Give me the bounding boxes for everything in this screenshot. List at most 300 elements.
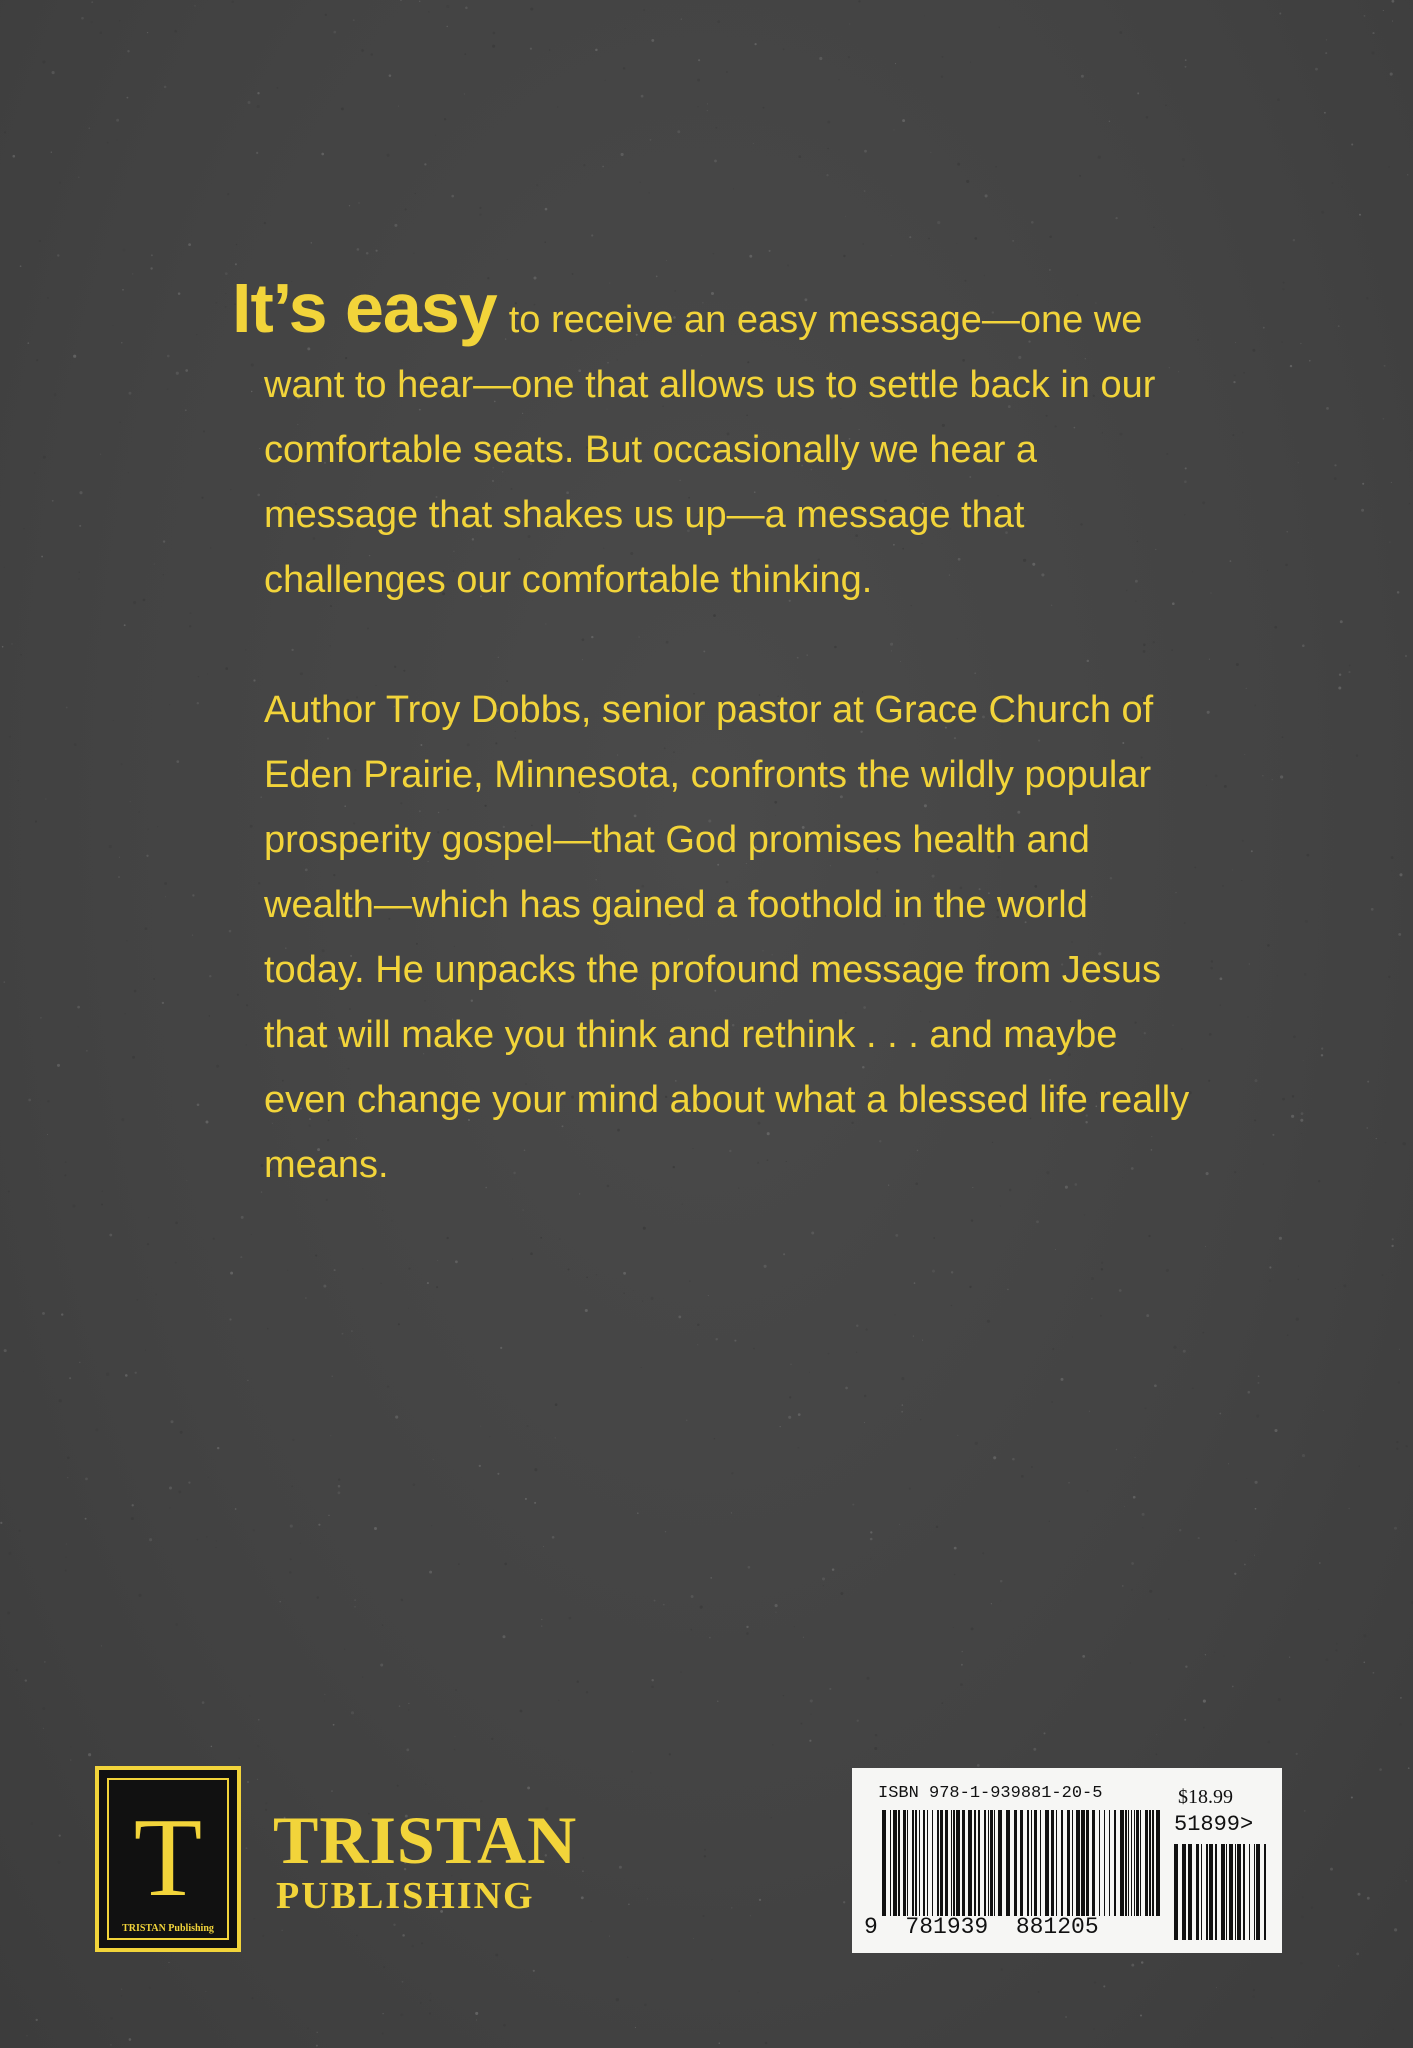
speckle-dot [715, 127, 717, 129]
speckle-dot [52, 500, 54, 502]
speckle-dot [3, 981, 5, 983]
barcode-bar [988, 1810, 989, 1916]
speckle-dot [169, 704, 170, 705]
speckle-dot [1394, 1928, 1397, 1931]
speckle-dot [1351, 143, 1353, 145]
speckle-dot [726, 71, 728, 73]
speckle-dot [25, 1679, 27, 1681]
speckle-dot [569, 1617, 572, 1620]
speckle-dot [530, 8, 533, 11]
speckle-dot [1309, 360, 1311, 362]
speckle-dot [383, 1966, 385, 1968]
speckle-dot [16, 1669, 18, 1671]
speckle-dot [733, 188, 734, 189]
speckle-dot [1049, 235, 1052, 238]
speckle-dot [1277, 975, 1278, 976]
speckle-dot [555, 1403, 558, 1406]
speckle-dot [823, 1585, 824, 1586]
speckle-dot [953, 1627, 954, 1628]
speckle-dot [909, 236, 911, 238]
speckle-dot [651, 1297, 654, 1300]
speckle-dot [35, 821, 37, 823]
speckle-dot [1279, 13, 1281, 15]
speckle-dot [951, 1305, 952, 1306]
speckle-dot [247, 1781, 249, 1783]
speckle-dot [1249, 963, 1250, 964]
speckle-dot [772, 1744, 773, 1745]
speckle-dot [783, 49, 785, 51]
logo-letter: T [133, 1796, 203, 1920]
barcode-bar [1206, 1844, 1208, 1940]
speckle-dot [149, 1538, 152, 1541]
speckle-dot [798, 1447, 800, 1449]
speckle-dot [86, 1050, 88, 1052]
speckle-dot [1203, 1332, 1205, 1334]
speckle-dot [246, 1847, 248, 1849]
speckle-dot [43, 1728, 44, 1729]
speckle-dot [122, 289, 124, 291]
speckle-dot [810, 1699, 813, 1702]
speckle-dot [1131, 1562, 1134, 1565]
speckle-dot [932, 1270, 935, 1273]
speckle-dot [351, 1711, 354, 1714]
barcode-bar [1031, 1810, 1032, 1916]
speckle-dot [1338, 1965, 1339, 1966]
speckle-dot [1228, 1463, 1229, 1464]
speckle-dot [697, 1344, 698, 1345]
speckle-dot [982, 1552, 984, 1554]
speckle-dot [39, 240, 41, 242]
blurb-paragraph-2: Author Troy Dobbs, senior pastor at Grace Church of Eden Prairie, Minnesota, confronts the wildly popular prosperity gospel—that God promises health and wealth—which has gained a foothold in the world today. He unpacks the profound message from Jesus that will make you think and rethink . . . and maybe even change your mind about what a blessed life really means. [264, 689, 1190, 1186]
speckle-dot [1179, 1529, 1181, 1531]
publisher-logo [95, 1766, 241, 1952]
speckle-dot [666, 260, 667, 261]
speckle-dot [1282, 288, 1284, 290]
speckle-dot [637, 1512, 639, 1514]
barcode-bar [890, 1810, 891, 1916]
speckle-dot [1334, 477, 1337, 480]
speckle-dot [19, 1530, 21, 1532]
speckle-dot [913, 1336, 914, 1337]
speckle-dot [289, 1571, 291, 1573]
blurb [232, 269, 1192, 1263]
speckle-dot [977, 1764, 980, 1767]
speckle-dot [78, 578, 80, 580]
barcode-bar [1104, 1810, 1105, 1916]
speckle-dot [928, 238, 930, 240]
speckle-dot [458, 1563, 460, 1565]
speckle-dot [641, 95, 644, 98]
speckle-dot [1210, 967, 1213, 970]
barcode-bar [1109, 1810, 1110, 1916]
speckle-dot [163, 540, 165, 542]
speckle-dot [127, 97, 129, 99]
barcode-bar [1076, 1810, 1080, 1916]
speckle-dot [697, 79, 700, 82]
speckle-dot [753, 1348, 755, 1350]
speckle-dot [398, 106, 399, 107]
speckle-dot [543, 1546, 544, 1547]
speckle-dot [1251, 850, 1253, 852]
speckle-dot [31, 1822, 34, 1825]
speckle-dot [765, 2042, 768, 2045]
speckle-dot [1407, 174, 1408, 175]
speckle-dot [623, 1293, 624, 1294]
speckle-dot [175, 1623, 178, 1626]
speckle-dot [545, 208, 548, 211]
speckle-dot [895, 1314, 896, 1315]
speckle-dot [1049, 269, 1050, 270]
speckle-dot [1206, 1172, 1209, 1175]
speckle-dot [1252, 1995, 1255, 1998]
speckle-dot [102, 1191, 103, 1192]
speckle-dot [23, 1371, 24, 1372]
speckle-dot [235, 263, 237, 265]
speckle-dot [1283, 282, 1285, 284]
speckle-dot [395, 1416, 398, 1419]
speckle-dot [300, 1543, 301, 1544]
speckle-dot [27, 2035, 28, 2036]
speckle-dot [644, 2004, 646, 2006]
speckle-dot [893, 129, 894, 130]
speckle-dot [864, 190, 866, 192]
speckle-dot [92, 2023, 93, 2024]
barcode-bar [940, 1810, 943, 1916]
speckle-dot [1122, 1585, 1123, 1586]
speckle-dot [975, 237, 978, 240]
speckle-dot [549, 49, 551, 51]
speckle-dot [633, 1290, 634, 1291]
barcode-bar [923, 1810, 925, 1916]
speckle-dot [746, 1626, 748, 1628]
speckle-dot [558, 1700, 559, 1701]
speckle-dot [125, 1374, 128, 1377]
speckle-dot [595, 49, 598, 52]
barcode-bar [1114, 1810, 1116, 1916]
speckle-dot [750, 1915, 751, 1916]
speckle-dot [710, 1577, 712, 1579]
speckle-dot [66, 1544, 67, 1545]
speckle-dot [168, 1962, 169, 1963]
speckle-dot [1356, 1952, 1359, 1955]
speckle-dot [1182, 158, 1185, 161]
speckle-dot [1392, 21, 1393, 22]
speckle-dot [116, 139, 117, 140]
speckle-dot [957, 163, 960, 166]
speckle-dot [544, 241, 545, 242]
speckle-dot [1031, 1466, 1033, 1468]
speckle-dot [1406, 1445, 1408, 1447]
speckle-dot [100, 454, 101, 455]
speckle-dot [707, 110, 708, 111]
speckle-dot [135, 1372, 137, 1374]
speckle-dot [621, 153, 624, 156]
speckle-dot [324, 1700, 325, 1701]
speckle-dot [1119, 31, 1122, 34]
speckle-dot [455, 1689, 457, 1691]
speckle-dot [572, 273, 574, 275]
speckle-dot [78, 177, 79, 178]
speckle-dot [61, 1313, 63, 1315]
speckle-dot [480, 1426, 481, 1427]
speckle-dot [557, 107, 558, 108]
speckle-dot [1154, 1384, 1157, 1387]
speckle-dot [1244, 754, 1245, 755]
speckle-dot [1233, 381, 1235, 383]
speckle-dot [287, 1270, 288, 1271]
speckle-dot [789, 1396, 791, 1398]
speckle-dot [914, 1282, 916, 1284]
barcode-bar [927, 1810, 928, 1916]
speckle-dot [715, 1338, 717, 1340]
speckle-dot [623, 1272, 626, 1275]
speckle-dot [225, 667, 228, 670]
speckle-dot [1220, 977, 1223, 980]
speckle-dot [394, 224, 397, 227]
speckle-dot [941, 75, 944, 78]
speckle-dot [64, 1174, 66, 1176]
speckle-dot [79, 1362, 80, 1363]
speckle-dot [380, 1664, 383, 1667]
speckle-dot [577, 1681, 579, 1683]
speckle-dot [534, 1468, 537, 1471]
speckle-dot [1038, 1991, 1040, 1993]
speckle-dot [1192, 1387, 1194, 1389]
speckle-dot [1280, 775, 1283, 778]
speckle-dot [201, 497, 203, 499]
speckle-dot [209, 1015, 210, 1016]
speckle-dot [1168, 1618, 1169, 1619]
speckle-dot [20, 654, 21, 655]
speckle-dot [211, 1746, 213, 1748]
speckle-dot [36, 359, 38, 361]
speckle-dot [704, 1849, 706, 1851]
speckle-dot [865, 1328, 867, 1330]
speckle-dot [843, 255, 845, 257]
speckle-dot [759, 1899, 761, 1901]
speckle-dot [321, 153, 324, 156]
speckle-dot [66, 707, 68, 709]
speckle-dot [1140, 2014, 1142, 2016]
speckle-dot [119, 20, 121, 22]
speckle-dot [323, 1285, 326, 1288]
barcode-bar [919, 1810, 920, 1916]
speckle-dot [1285, 564, 1288, 567]
speckle-dot [638, 1888, 639, 1889]
speckle-dot [77, 1006, 80, 1009]
speckle-dot [1241, 880, 1242, 881]
speckle-dot [1156, 1753, 1158, 1755]
speckle-dot [975, 1442, 978, 1445]
speckle-dot [128, 472, 129, 473]
speckle-dot [704, 1855, 706, 1857]
isbn-text: ISBN 978-1-939881-20-5 [878, 1784, 1103, 1803]
speckle-dot [217, 1447, 219, 1449]
speckle-dot [359, 203, 360, 204]
speckle-dot [4, 1349, 7, 1352]
barcode-bar [994, 1810, 995, 1916]
speckle-dot [1272, 779, 1273, 780]
speckle-dot [371, 53, 373, 55]
speckle-dot [1335, 1288, 1336, 1289]
speckle-dot [156, 1294, 157, 1295]
speckle-dot [1367, 1127, 1368, 1128]
barcode-bar [1221, 1844, 1225, 1940]
barcode-bar [1188, 1844, 1192, 1940]
barcode-bar [1099, 1810, 1100, 1916]
speckle-dot [1292, 1095, 1294, 1097]
speckle-dot [993, 1456, 996, 1459]
speckle-dot [23, 528, 24, 529]
speckle-dot [922, 1340, 923, 1341]
speckle-dot [1081, 75, 1084, 78]
speckle-dot [366, 252, 369, 255]
speckle-dot [1131, 1964, 1134, 1967]
speckle-dot [121, 1995, 122, 1996]
speckle-dot [1376, 1138, 1377, 1139]
speckle-dot [78, 1026, 79, 1027]
speckle-dot [413, 253, 414, 254]
speckle-dot [446, 26, 447, 27]
speckle-dot [895, 63, 896, 64]
speckle-dot [9, 736, 11, 738]
speckle-dot [891, 255, 892, 256]
speckle-dot [239, 1758, 240, 1759]
speckle-dot [1173, 1346, 1176, 1349]
speckle-dot [1297, 1279, 1299, 1281]
speckle-dot [1304, 973, 1306, 975]
speckle-dot [749, 255, 752, 258]
barcode-bar [990, 1810, 993, 1916]
barcode-bar [1014, 1810, 1017, 1916]
speckle-dot [651, 1679, 653, 1681]
speckle-dot [497, 1473, 499, 1475]
speckle-dot [202, 1701, 205, 1704]
barcode-bar [1120, 1810, 1124, 1916]
speckle-dot [680, 1671, 681, 1672]
speckle-dot [334, 1269, 336, 1271]
speckle-dot [678, 1316, 681, 1319]
speckle-dot [69, 1377, 71, 1379]
speckle-dot [148, 829, 149, 830]
speckle-dot [702, 1915, 704, 1917]
speckle-dot [527, 1425, 529, 1427]
speckle-dot [257, 1745, 259, 1747]
speckle-dot [826, 174, 828, 176]
speckle-dot [1012, 1458, 1015, 1461]
speckle-dot [1166, 1269, 1169, 1272]
speckle-dot [1361, 509, 1364, 512]
speckle-dot [408, 1308, 409, 1309]
speckle-dot [408, 1703, 409, 1704]
speckle-dot [775, 1604, 778, 1607]
speckle-dot [586, 1277, 588, 1279]
speckle-dot [827, 121, 830, 124]
speckle-dot [1302, 1454, 1305, 1457]
speckle-dot [57, 1064, 60, 1067]
speckle-dot [376, 250, 378, 252]
speckle-dot [207, 1477, 208, 1478]
speckle-dot [91, 1, 93, 3]
speckle-dot [731, 1472, 733, 1474]
speckle-dot [67, 1456, 70, 1459]
speckle-dot [719, 2023, 720, 2024]
speckle-dot [1338, 687, 1341, 690]
speckle-dot [45, 799, 46, 800]
speckle-dot [719, 2042, 721, 2044]
speckle-dot [44, 1661, 45, 1662]
speckle-dot [1392, 2028, 1394, 2030]
speckle-dot [971, 1628, 974, 1631]
speckle-dot [215, 1547, 216, 1548]
speckle-dot [1410, 450, 1412, 452]
barcode-bar [1040, 1810, 1041, 1916]
speckle-dot [1248, 1391, 1251, 1394]
speckle-dot [954, 1574, 955, 1575]
speckle-dot [280, 1601, 281, 1602]
speckle-dot [1263, 327, 1265, 329]
speckle-dot [250, 1695, 251, 1696]
speckle-dot [731, 1907, 732, 1908]
speckle-dot [408, 1709, 409, 1710]
speckle-dot [1391, 1245, 1393, 1247]
speckle-dot [503, 1635, 506, 1638]
speckle-dot [870, 1538, 873, 1541]
speckle-dot [1253, 1989, 1256, 1992]
speckle-dot [163, 574, 164, 575]
speckle-dot [1408, 1767, 1410, 1769]
speckle-dot [541, 1625, 542, 1626]
speckle-dot [435, 135, 436, 136]
publisher-subname: PUBLISHING [276, 1875, 535, 1917]
speckle-dot [1391, 482, 1392, 483]
speckle-dot [190, 612, 192, 614]
speckle-dot [1115, 217, 1117, 219]
speckle-dot [493, 32, 496, 35]
speckle-dot [492, 45, 495, 48]
speckle-dot [1112, 2030, 1113, 2031]
speckle-dot [1330, 1868, 1333, 1871]
speckle-dot [1031, 221, 1034, 224]
speckle-dot [1230, 560, 1232, 562]
speckle-dot [1232, 869, 1233, 870]
speckle-dot [1206, 785, 1207, 786]
speckle-dot [1262, 775, 1263, 776]
speckle-dot [1209, 659, 1210, 660]
speckle-dot [665, 1531, 666, 1532]
speckle-dot [123, 249, 126, 252]
speckle-dot [331, 1790, 333, 1792]
speckle-dot [1222, 885, 1224, 887]
speckle-dot [121, 342, 122, 343]
speckle-dot [1224, 1656, 1225, 1657]
speckle-dot [192, 894, 194, 896]
speckle-dot [74, 743, 77, 746]
speckle-dot [954, 1547, 957, 1550]
speckle-dot [764, 1265, 767, 1268]
logo-caption: TRISTAN Publishing [122, 1923, 214, 1934]
speckle-dot [970, 62, 971, 63]
speckle-dot [713, 253, 715, 255]
speckle-dot [1298, 462, 1299, 463]
speckle-dot [1341, 186, 1343, 188]
speckle-dot [383, 2013, 384, 2014]
speckle-dot [1391, 1272, 1392, 1273]
speckle-dot [1363, 1634, 1366, 1637]
speckle-dot [330, 1435, 331, 1436]
speckle-dot [771, 1817, 772, 1818]
speckle-dot [1094, 1981, 1096, 1983]
